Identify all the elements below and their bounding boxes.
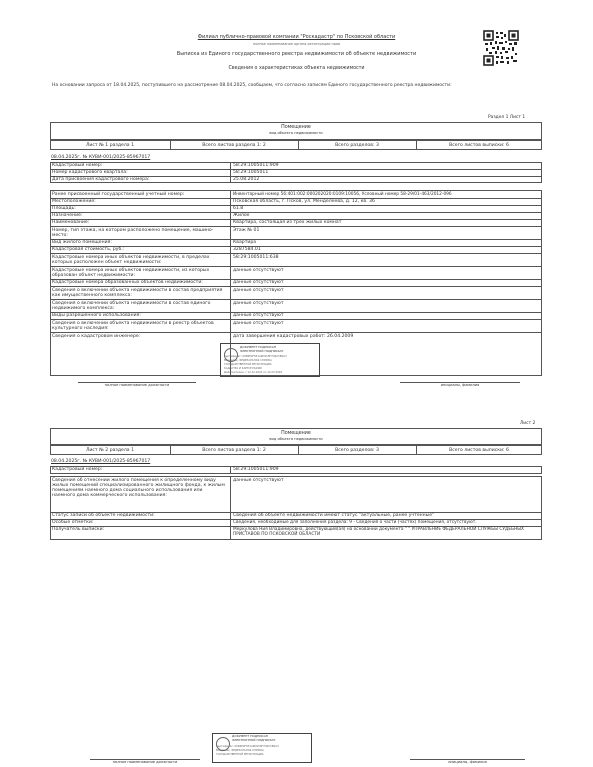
s1-row-label: Площадь: <box>52 206 76 211</box>
sheet1-position-caption: полное наименование должности <box>104 383 170 387</box>
header-document-title: Выписка из Единого государственного реестра недвижимости об объекте недвижимости <box>176 51 417 57</box>
s1-row-value: 3287584.01 <box>233 247 261 252</box>
s2-row-value: Сведения, необходимые для заполнения раздела: 9 - Сведения о части (частях) помещения, отсутствуют. <box>233 520 477 525</box>
stamp-line: КАДАСТРА И КАРТОГРАФИИ <box>224 367 262 370</box>
s1-row-label: Вид жилого помещения: <box>52 240 112 245</box>
s1-row-value: данные отсутствуют <box>233 280 284 285</box>
sheet1-object-type-caption: вид объекта недвижимости <box>269 131 323 135</box>
header-org-name: Филиал публично-правовой компании "Роскадастр" по Псковской области <box>197 34 396 40</box>
s2-row-label: Особые отметки: <box>52 520 94 525</box>
sheet1-assign-date-value: 25.08.2012 <box>233 177 260 182</box>
s2-row-value: данные отсутствуют <box>233 478 284 483</box>
s1-row-value: данные отсутствуют <box>233 301 284 306</box>
s1-row-value: данные отсутствуют <box>233 268 284 273</box>
header-section-title: Сведения о характеристиках объекта недвижимости <box>228 66 365 71</box>
sheet1-name-caption: инициалы, фамилия <box>440 383 480 387</box>
s1-row-value: 61.8 <box>233 206 244 211</box>
sheet1-sheet-number: Лист № 1 раздела 1 <box>85 143 135 148</box>
s1-row-label: Кадастровые номера образованных объектов недвижимости: <box>52 280 203 285</box>
sheet2-cadastral-number-value: 58:29:1005011:909 <box>233 467 279 472</box>
s1-row-value: данные отсутствуют <box>233 313 284 318</box>
s1-row-value: Жилое <box>233 213 250 218</box>
s1-row-value: данные отсутствуют <box>233 288 284 293</box>
sheet1-object-type: Помещение <box>281 125 311 130</box>
qr-code <box>483 30 519 66</box>
s1-row-value: Квартира, состоящая из трех жилых комнат <box>233 220 342 225</box>
s1-row-label: Сведения о включении объекта недвижимости в состав единого недвижимого комплекса: <box>52 301 211 311</box>
sheet2-position-caption: полное наименование должности <box>112 760 178 764</box>
sheet1-cadastral-number-label: Кадастровый номер: <box>52 163 103 168</box>
s1-row-value: Псковская область, г. Псков, ул. Менделеева, д. 12, кв. 36 <box>233 199 375 204</box>
stamp-line: Действителен: с 12.12.2024 по 12.03.2026 <box>224 371 283 374</box>
s1-row-label: Кадастровые номера иных объектов недвижимости, из которых образован объект недвижимости: <box>52 268 210 278</box>
stamp-line: Владелец: ФЕДЕРАЛЬНАЯ СЛУЖБА <box>224 359 272 362</box>
stamp-line: ГОСУДАРСТВЕННОЙ РЕГИСТРАЦИИ, <box>224 363 273 366</box>
header-basis-text: На основании запроса от 18.04.2025, поступившего на рассмотрение 08.04.2025, сообщаем, что согласно записям Единого государственного реестра недвижимости: <box>52 83 452 88</box>
s2-row-label: Статус записи об объекте недвижимости: <box>52 513 155 518</box>
sheet1-cadastral-number-value: 58:29:1005011:909 <box>233 163 279 168</box>
page-mark-sheet1: Раздел 1 Лист 1 <box>488 115 526 120</box>
s1-row-value: данные отсутствуют <box>233 321 284 326</box>
sheet1-quarter-value: 58:29:1005011 <box>233 170 269 175</box>
stamp-line: Владелец: ФЕДЕРАЛЬНАЯ СЛУЖБА <box>216 749 264 752</box>
s2-row-label: Получатель выписки: <box>52 527 105 532</box>
s1-row-label: Назначение: <box>52 213 83 218</box>
stamp-line: Сертификат: 00B4E4F5E1A9D9C8F7D6C5B4A3 <box>224 355 287 358</box>
sheet1-sheets-in-section: Всего листов раздела 1: 2 <box>202 143 266 148</box>
s1-row-label: Номер, тип этажа, на котором расположено помещение, машино-место: <box>52 228 214 238</box>
stamp-line: ЭЛЕКТРОННОЙ ПОДПИСЬЮ <box>232 738 276 742</box>
sheet2-sheets-total: Всего листов выписки: 6 <box>449 448 509 453</box>
s1-row-label: Наименование: <box>52 220 90 225</box>
sheet2-doc-number: 08.04.2025г. № КУВИ-001/2025-85967017 <box>51 459 151 464</box>
s1-row-value: 58:29:1005011:638 <box>233 255 279 260</box>
sheet2-cadastral-number-label: Кадастровый номер: <box>52 467 103 472</box>
s1-row-value: дата завершения кадастровых работ: 26.04.2009 <box>233 334 354 339</box>
s1-row-label: Кадастровые номера иных объектов недвижимости, в пределах которых расположен объект недвижимости: <box>52 255 210 265</box>
sheet2-object-type: Помещение <box>281 431 311 436</box>
s2-row-label: Сведения об отнесении жилого помещения к определенному виду жилых помещений специализированного жилищного фонда, к жилым помещениям наемного дома социального использования или наемного дома коммерческого использования: <box>52 478 225 498</box>
sheet2-name-caption: инициалы, фамилия <box>448 760 487 764</box>
sheet1-sheets-total: Всего листов выписки: 6 <box>449 143 509 148</box>
s1-row-label: Виды разрешенного использования: <box>52 313 141 318</box>
s2-row-value: Сведения об объекте недвижимости имеют статус "актуальные, ранее учтенные" <box>233 513 435 518</box>
page-mark-sheet2: Лист 2 <box>520 421 536 426</box>
s2-row-value: Меркулова Ния Владимировна, действующий(ая) на основании документа " " УПРАВЛЕНИЕ ФЕДЕРАЛЬНОЙ СЛУЖБЫ СУДЕБНЫХ ПРИСТАВОВ ПО ПСКОВСКОЙ ОБЛАСТИ <box>233 527 524 537</box>
sheet2-sections-total: Всего разделов: 3 <box>335 448 379 453</box>
sheet2-id-table <box>50 466 542 474</box>
header-org-caption: полное наименование органа регистрации прав <box>253 42 340 46</box>
sheet1-assign-date-label: Дата присвоения кадастрового номера: <box>52 177 150 182</box>
sheet1-sections-total: Всего разделов: 3 <box>335 143 379 148</box>
s1-row-value: Этаж № 01 <box>233 228 260 233</box>
stamp-line: ДОКУМЕНТ ПОДПИСАН <box>240 345 277 349</box>
s1-row-label: Ранее присвоенный государственный учетный номер: <box>52 192 185 197</box>
stamp-line: ДОКУМЕНТ ПОДПИСАН <box>232 734 269 738</box>
s1-row-label: Кадастровая стоимость, руб.: <box>52 247 125 252</box>
sheet1-quarter-label: Номер кадастрового квартала: <box>52 170 128 175</box>
sheet2-sheets-in-section: Всего листов раздела 1: 2 <box>202 448 266 453</box>
stamp-line: ЭЛЕКТРОННОЙ ПОДПИСЬЮ <box>240 349 284 353</box>
s1-row-label: Сведения о включении объекта недвижимости в реестр объектов культурного наследия: <box>52 321 214 331</box>
stamp-line: ГОСУДАРСТВЕННОЙ РЕГИСТРАЦИИ, <box>216 753 265 756</box>
s1-row-label: Сведения о кадастровом инженере: <box>52 334 141 339</box>
s1-row-value: Квартира <box>233 240 257 245</box>
s1-row-label: Местоположение: <box>52 199 96 204</box>
s1-row-value: Инвентарный номер 56:401:002:000202020:0109:10056, Условный номер 58-29/01-463/2012-096 <box>233 192 452 197</box>
s1-row-label: Сведения о включении объекта недвижимости в состав предприятия как имущественного комплекса: <box>52 288 223 298</box>
sheet2-object-type-caption: вид объекта недвижимости <box>269 437 323 441</box>
sheet1-doc-number: 08.04.2025г. № КУВИ-001/2025-85967017 <box>51 155 151 160</box>
stamp-line: Сертификат: 00B4E4F5E1A9D9C8F7D6C5B4A3 <box>216 745 279 748</box>
sheet2-sheet-number: Лист № 2 раздела 1 <box>85 448 135 453</box>
